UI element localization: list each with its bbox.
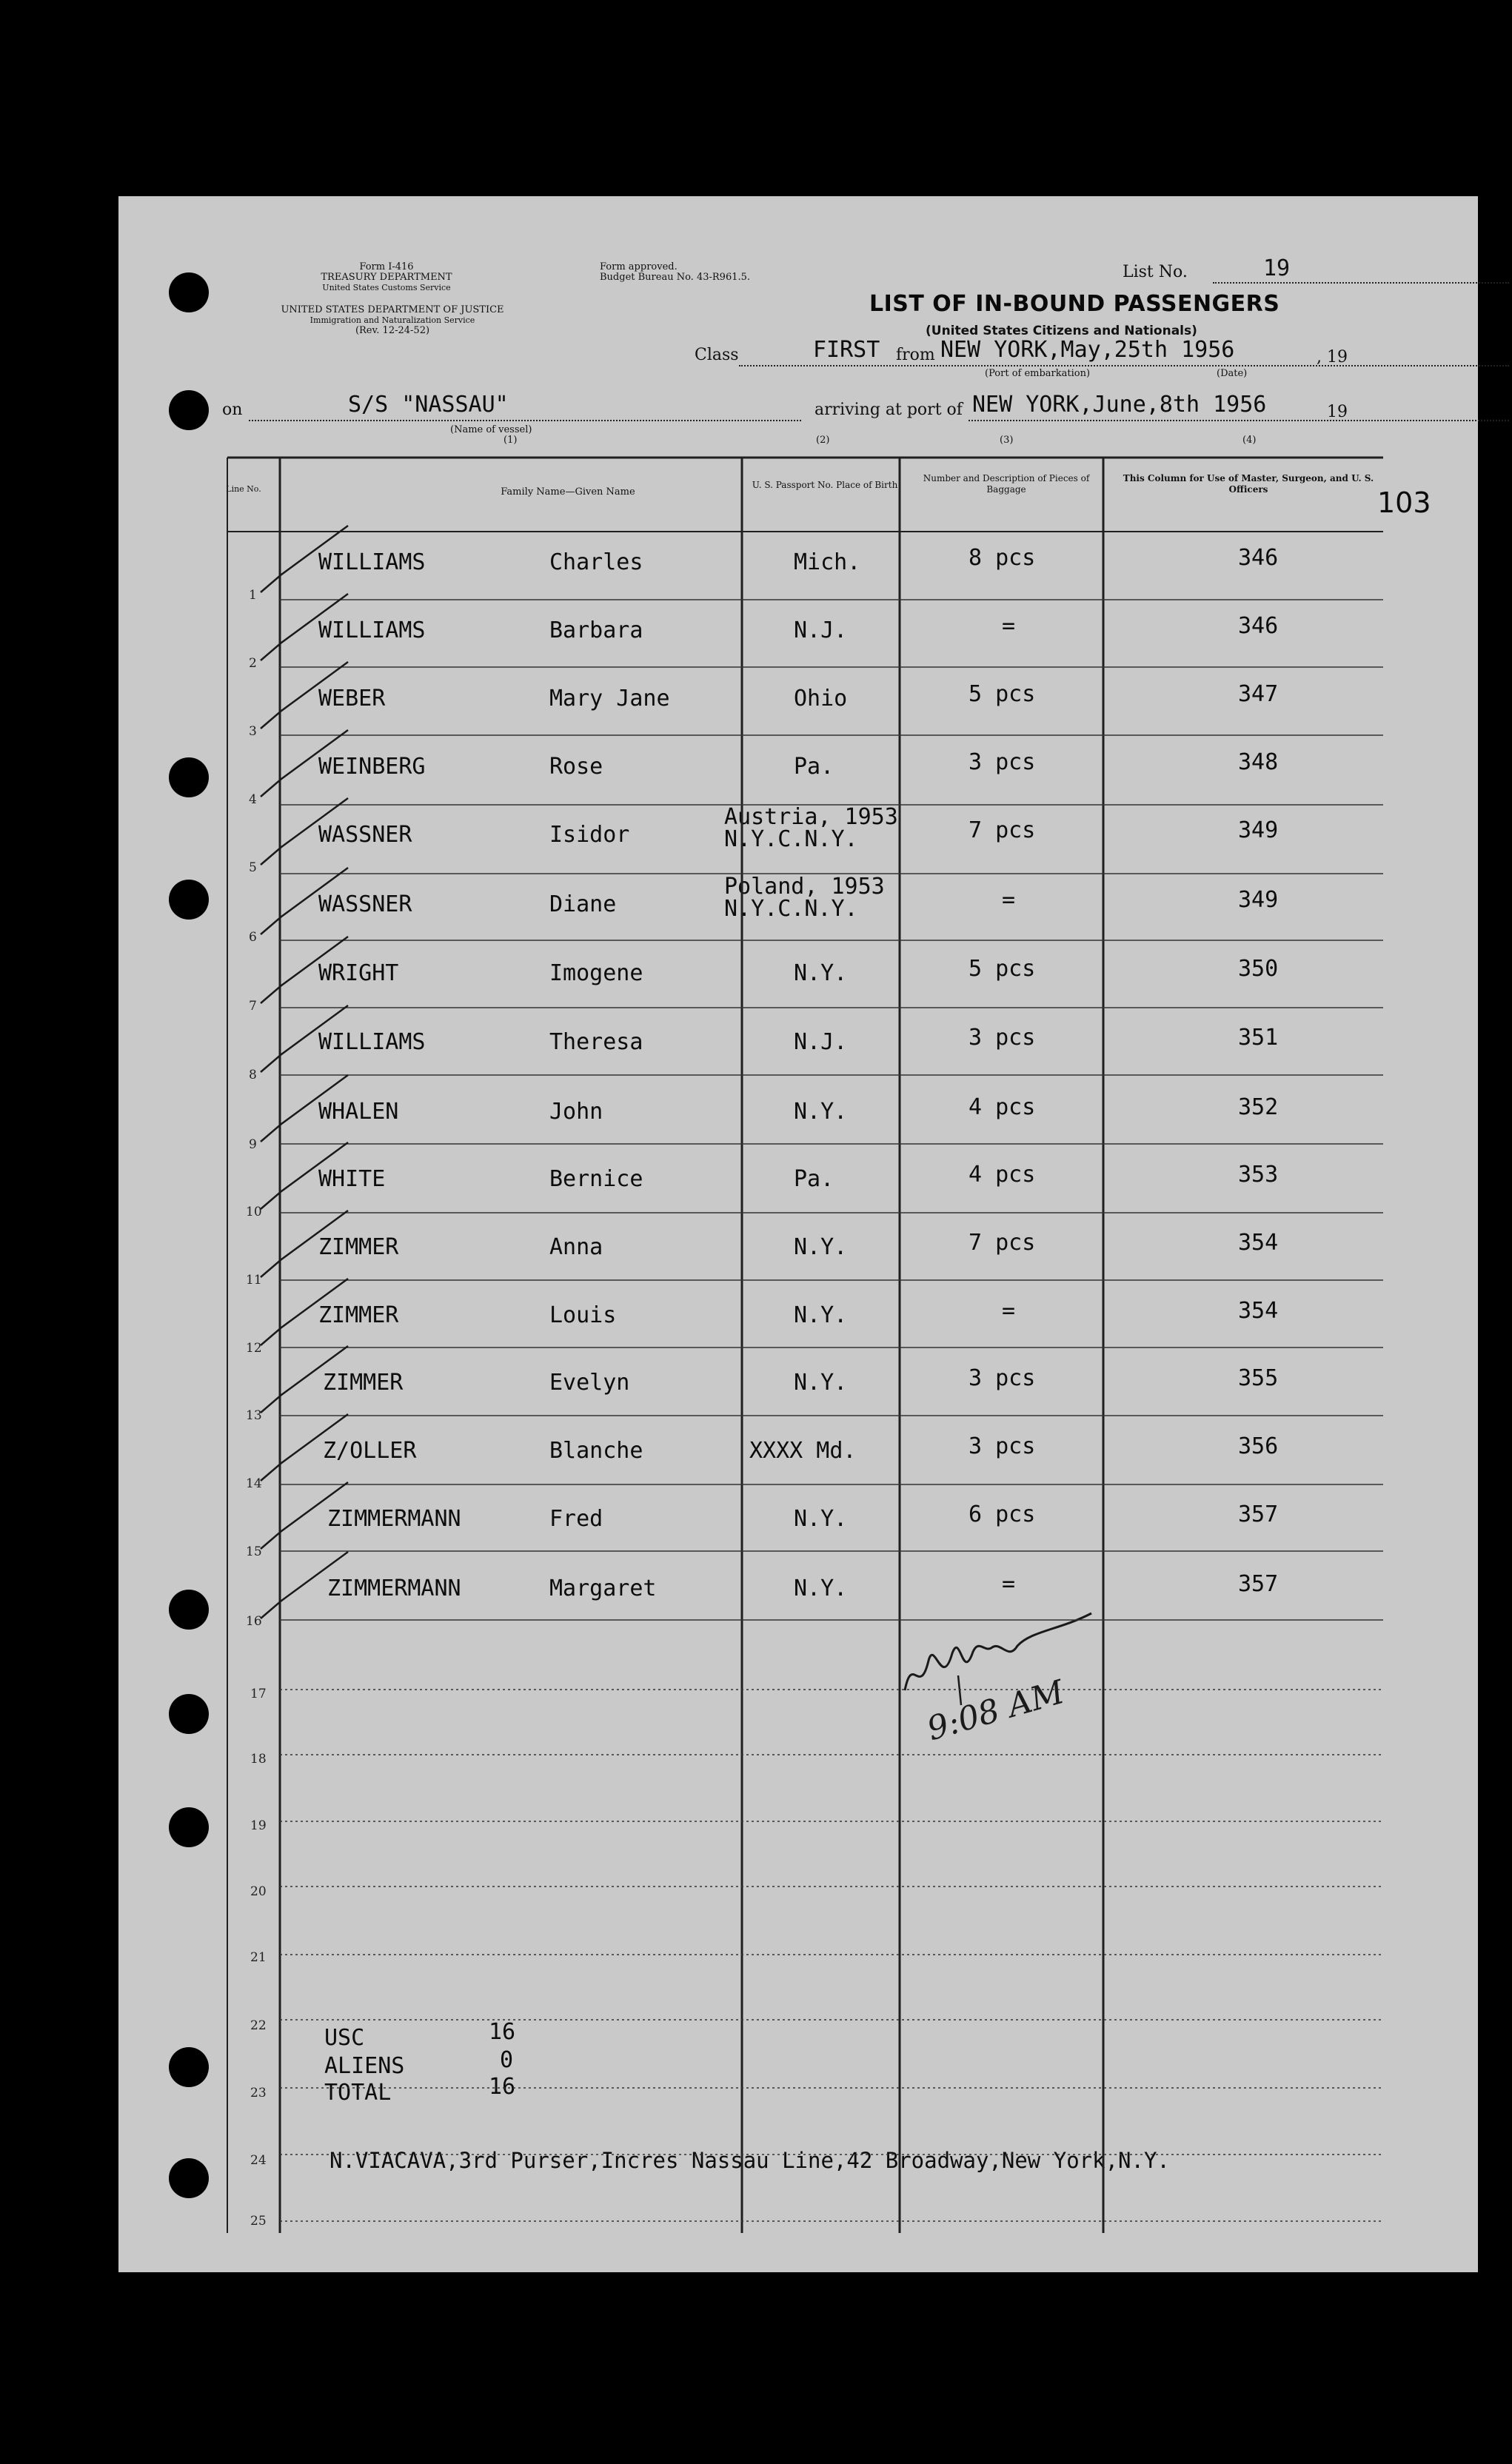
place-of-birth: Pa. [794,754,834,780]
baggage: 3 pcs [969,1025,1036,1051]
line-number: 17 [250,1687,267,1701]
baggage: 7 pcs [969,1230,1036,1256]
place-of-birth: N.J. [794,617,848,643]
binder-hole [169,390,209,430]
line-number: 2 [249,656,257,671]
budget-bureau: Budget Bureau No. 43-R961.5. [600,272,751,283]
family-name: WRIGHT [318,960,399,986]
line-number: 19 [250,1818,267,1833]
table-row [118,1562,1478,1630]
family-name: ZIMMER [318,1234,399,1260]
line-number: 18 [250,1752,267,1767]
justice-dept: UNITED STATES DEPARTMENT OF JUSTICE [281,304,504,315]
table-row [118,1016,1478,1084]
officer-use: 350 [1238,956,1279,982]
purser-line: N.VIACAVA,3rd Purser,Incres Nassau Line,42 Broadway,New York,N.Y. [330,2148,1170,2173]
class-label: Class [695,346,739,364]
on-label: on [222,401,243,419]
given-name: Isidor [549,822,630,848]
given-name: Rose [549,754,603,780]
line-number: 22 [250,2018,267,2033]
binder-hole [169,272,209,312]
ins-service: Immigration and Naturalization Service [310,315,475,325]
baggage: 7 pcs [969,817,1036,843]
family-name: ZIMMER [318,1302,399,1328]
family-name: WHALEN [318,1099,399,1125]
baggage: 4 pcs [969,1094,1036,1120]
line-number: 12 [246,1341,262,1356]
header-passport: U. S. Passport No. Place of Birth [752,480,898,490]
family-name: ZIMMERMANN [327,1506,461,1532]
officer-use: 346 [1238,613,1279,639]
officer-use: 348 [1238,749,1279,775]
baggage: = [1002,887,1016,913]
col2-ref: (2) [816,435,830,446]
place-of-birth: Ohio [794,686,848,712]
col1-ref: (1) [504,435,518,446]
header-name: Family Name—Given Name [501,486,635,498]
table-row [118,874,1478,946]
baggage: 6 pcs [969,1502,1036,1527]
line-number: 9 [249,1137,257,1152]
usc-value: 16 [489,2019,516,2045]
baggage: = [1002,1298,1016,1324]
table-row [118,536,1478,604]
year-suffix-2: 19 [1327,403,1348,421]
line-number: 10 [246,1205,262,1219]
place-of-birth: N.J. [794,1029,848,1055]
given-name: Evelyn [549,1370,630,1396]
arriving-line [969,420,1509,421]
baggage: = [1002,1571,1016,1597]
baggage: 5 pcs [969,956,1036,982]
handwritten-signature [890,1609,1142,1757]
table-row [118,804,1478,877]
table-row [118,740,1478,808]
class-value: FIRST [813,337,880,363]
line-number: 23 [250,2086,267,2100]
place-of-birth-line2: N.Y.C.N.Y. [724,826,858,852]
place-of-birth: N.Y. [794,1370,848,1396]
header-baggage: Number and Description of Pieces of Baggage [923,473,1090,495]
line-number: 16 [246,1614,262,1629]
vessel-line [249,420,801,421]
officer-use: 346 [1238,545,1279,571]
family-name: WHITE [318,1166,386,1192]
given-name: Barbara [549,617,643,643]
total-label: TOTAL [324,2080,392,2106]
baggage: 3 pcs [969,749,1036,775]
revision-date: (Rev. 12-24-52) [355,325,430,336]
class-line [739,365,1509,366]
customs-service: United States Customs Service [322,283,451,292]
officer-use: 356 [1238,1433,1279,1459]
line-number: 11 [246,1273,262,1288]
baggage: 5 pcs [969,681,1036,707]
line-number: 24 [250,2153,267,2168]
line-number: 21 [250,1950,267,1965]
arrival-value: NEW YORK,June,8th 1956 [972,392,1267,418]
given-name: John [549,1099,603,1125]
officer-use: 355 [1238,1365,1279,1391]
given-name: Charles [549,549,643,575]
place-of-birth-line2: N.Y.C.N.Y. [724,896,858,922]
line-number: 15 [246,1544,262,1559]
family-name: WILLIAMS [318,549,426,575]
line-number: 4 [249,792,257,807]
signature-time: 9:08 AM [923,1673,1068,1749]
place-of-birth: Poland, 1953 [724,874,885,900]
place-of-birth: Mich. [794,549,861,575]
line-number: 5 [249,860,257,875]
given-name: Diane [549,891,617,917]
binder-hole [169,2158,209,2198]
place-of-birth: N.Y. [794,1576,848,1601]
table-row [118,672,1478,740]
line-number: 20 [250,1884,267,1899]
header-officers: This Column for Use of Master, Surgeon, and U. S. Officers [1123,473,1374,495]
list-no-label: List No. [1123,263,1188,281]
table-row [118,604,1478,672]
officer-use: 349 [1238,817,1279,843]
baggage: 8 pcs [969,545,1036,571]
form-approved: Form approved. [600,261,678,272]
vessel-name: S/S "NASSAU" [348,392,509,418]
treasury-dept: TREASURY DEPARTMENT [321,272,452,283]
officer-use: 353 [1238,1162,1279,1188]
given-name: Blanche [549,1438,643,1464]
manifest-sheet [118,196,1478,2272]
place-of-birth: N.Y. [794,1099,848,1125]
officer-use: 357 [1238,1571,1279,1597]
baggage: 4 pcs [969,1162,1036,1188]
aliens-label: ALIENS [324,2053,405,2079]
from-value: NEW YORK,May,25th 1956 [940,337,1235,363]
place-of-birth: N.Y. [794,1506,848,1532]
table-row [118,1085,1478,1154]
from-label: from [896,346,935,364]
vessel-caption: (Name of vessel) [450,424,532,435]
given-name: Fred [549,1506,603,1532]
place-of-birth: Austria, 1953 [724,804,898,830]
line-number: 13 [246,1408,262,1423]
table-row [118,1221,1478,1289]
line-number: 14 [246,1476,262,1491]
line-number: 3 [249,724,257,739]
family-name: ZIMMER [323,1370,404,1396]
line-number: 7 [249,999,257,1014]
officer-use: 354 [1238,1230,1279,1256]
line-number: 8 [249,1068,257,1082]
officer-use: 347 [1238,681,1279,707]
table-row [118,1289,1478,1357]
baggage: = [1002,613,1016,639]
family-name: WEBER [318,686,386,712]
given-name: Mary Jane [549,686,670,712]
line-number: 6 [249,930,257,945]
family-name: WASSNER [318,822,412,848]
port-embark-caption: (Port of embarkation) [985,368,1091,379]
family-name: Z/OLLER [323,1438,417,1464]
officer-use: 357 [1238,1502,1279,1527]
family-name: WILLIAMS [318,617,426,643]
given-name: Imogene [549,960,643,986]
arriving-label: arriving at port of [814,401,963,419]
table-row [118,1493,1478,1561]
place-of-birth: Pa. [794,1166,834,1192]
officer-use: 349 [1238,887,1279,913]
place-of-birth: N.Y. [794,1234,848,1260]
binder-hole [169,2047,209,2087]
col4-ref: (4) [1242,435,1257,446]
place-of-birth: XXXX Md. [749,1438,857,1464]
line-number: 25 [250,2214,267,2229]
list-no-line [1213,282,1509,284]
given-name: Anna [549,1234,603,1260]
usc-label: USC [324,2025,365,2051]
header-line-no: Line No. [226,484,261,494]
table-row [118,1153,1478,1221]
place-of-birth: N.Y. [794,1302,848,1328]
col3-ref: (3) [1000,435,1014,446]
form-number: Form I-416 [359,261,414,272]
line-number: 1 [249,588,257,603]
table-row [118,947,1478,1015]
form-title: LIST OF IN-BOUND PASSENGERS [869,291,1280,317]
family-name: WASSNER [318,891,412,917]
date-caption: (Date) [1217,368,1248,379]
officer-use: 354 [1238,1298,1279,1324]
baggage: 3 pcs [969,1433,1036,1459]
family-name: ZIMMERMANN [327,1576,461,1601]
form-subtitle: (United States Citizens and Nationals) [926,324,1197,338]
table-row [118,1356,1478,1424]
table-row [118,1424,1478,1493]
baggage: 3 pcs [969,1365,1036,1391]
total-value: 16 [489,2074,516,2100]
family-name: WEINBERG [318,754,426,780]
given-name: Theresa [549,1029,643,1055]
officer-use: 352 [1238,1094,1279,1120]
given-name: Louis [549,1302,617,1328]
binder-hole [169,1694,209,1734]
place-of-birth: N.Y. [794,960,848,986]
officer-use: 351 [1238,1025,1279,1051]
binder-hole [169,1807,209,1847]
aliens-value: 0 [500,2047,514,2073]
year-suffix: , 19 [1317,348,1348,366]
given-name: Bernice [549,1166,643,1192]
list-no-value: 19 [1263,255,1291,281]
given-name: Margaret [549,1576,657,1601]
page-number: 103 [1377,486,1431,519]
family-name: WILLIAMS [318,1029,426,1055]
